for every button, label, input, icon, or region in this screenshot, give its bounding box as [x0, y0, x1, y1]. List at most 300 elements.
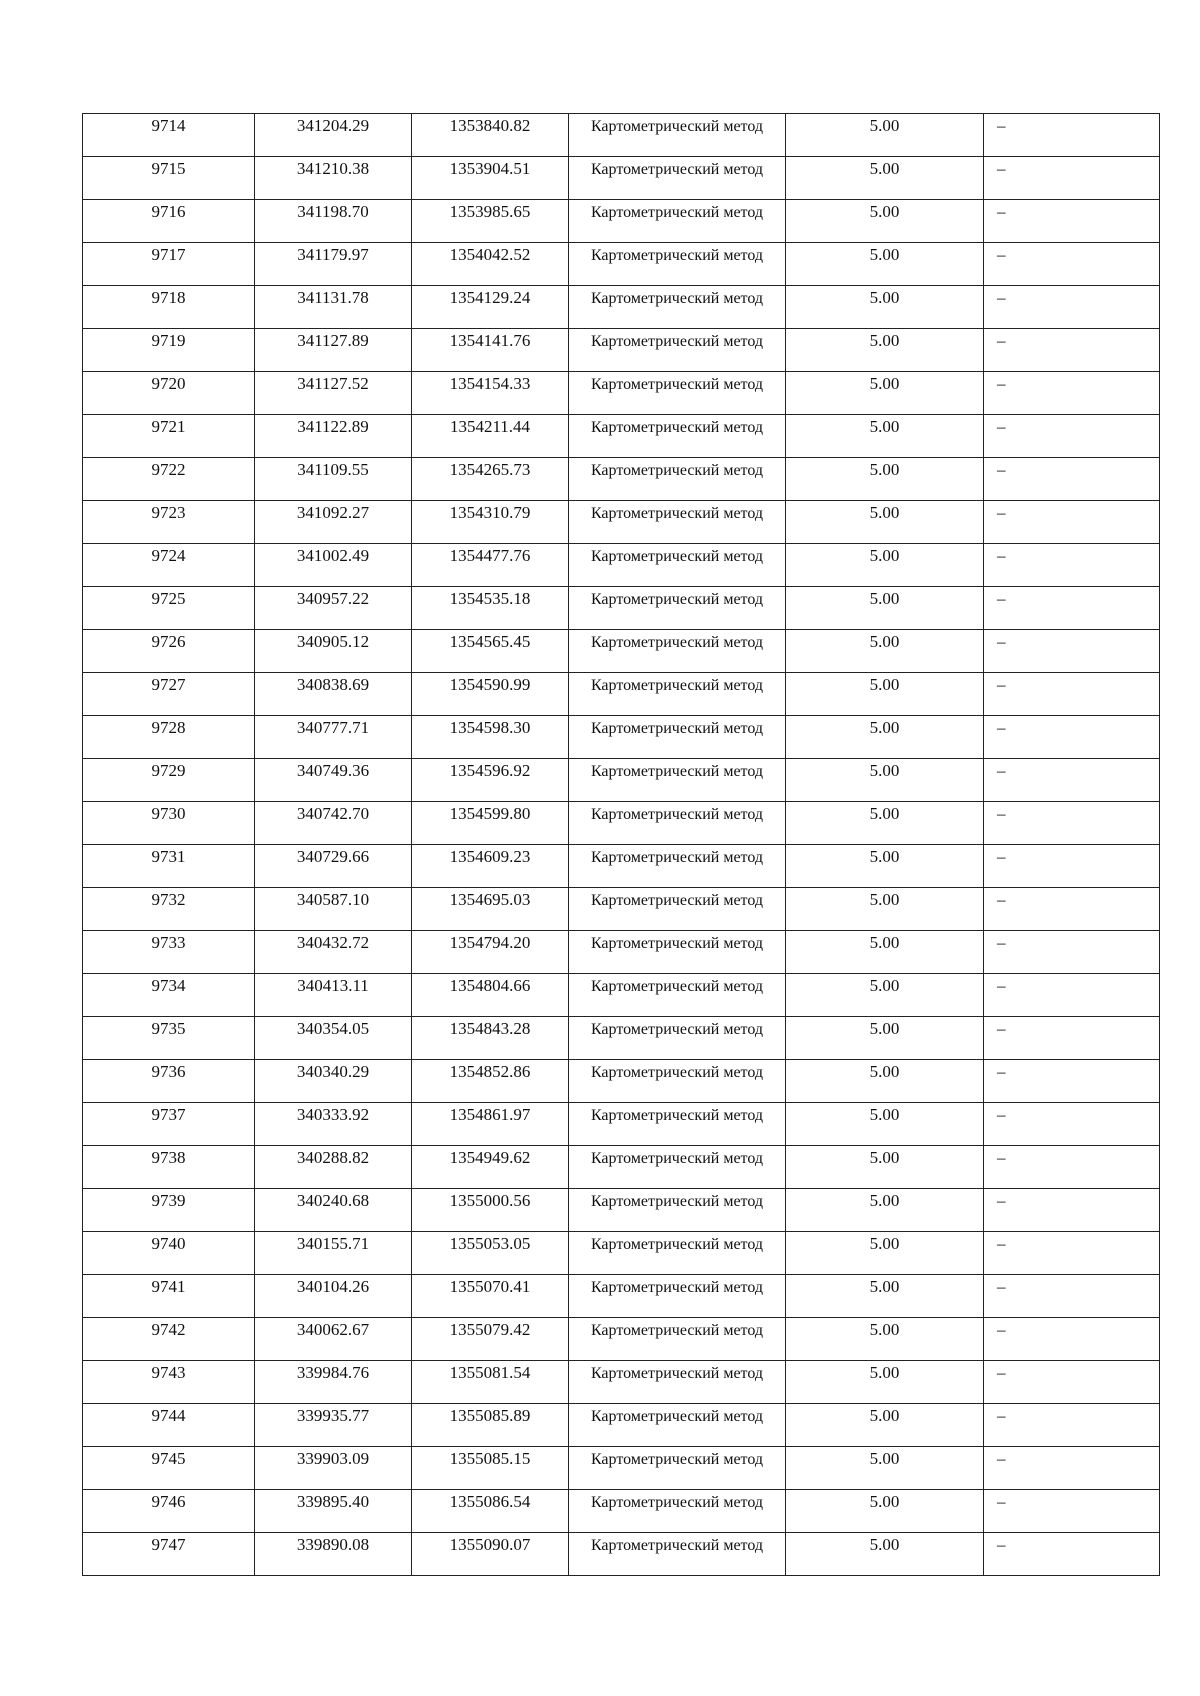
note-text: –	[997, 890, 1006, 909]
note-text: –	[997, 1535, 1006, 1554]
accuracy-cell	[786, 501, 984, 544]
accuracy-cell	[786, 630, 984, 673]
point-number-text: 9745	[151, 1449, 186, 1468]
method-cell	[569, 931, 786, 974]
point-number-text: 9730	[151, 804, 186, 823]
point-number-cell	[83, 200, 255, 243]
x-coordinate-cell	[255, 1103, 412, 1146]
x-coordinate-text: 340587.10	[296, 890, 370, 909]
point-number-text: 9726	[151, 632, 186, 651]
y-coordinate-cell	[412, 1146, 569, 1189]
method-cell	[569, 1146, 786, 1189]
table-row	[83, 630, 1160, 673]
method-cell	[569, 673, 786, 716]
y-coordinate-text: 1354843.28	[449, 1019, 531, 1038]
accuracy-text: 5.00	[869, 589, 900, 608]
note-cell	[984, 587, 1160, 630]
accuracy-text: 5.00	[869, 460, 900, 479]
x-coordinate-text: 339890.08	[296, 1535, 370, 1554]
note-text: –	[997, 245, 1006, 264]
note-cell	[984, 630, 1160, 673]
point-number-cell	[83, 501, 255, 544]
x-coordinate-cell	[255, 1404, 412, 1447]
accuracy-cell	[786, 1490, 984, 1533]
y-coordinate-text: 1354804.66	[449, 976, 531, 995]
x-coordinate-cell	[255, 243, 412, 286]
y-coordinate-text: 1355090.07	[449, 1535, 531, 1554]
accuracy-cell	[786, 1533, 984, 1576]
accuracy-text: 5.00	[869, 159, 900, 178]
x-coordinate-text: 340104.26	[296, 1277, 370, 1296]
x-coordinate-text: 341204.29	[296, 116, 370, 135]
y-coordinate-text: 1355086.54	[449, 1492, 531, 1511]
y-coordinate-cell	[412, 1060, 569, 1103]
y-coordinate-cell	[412, 630, 569, 673]
y-coordinate-cell	[412, 1490, 569, 1533]
x-coordinate-cell	[255, 673, 412, 716]
x-coordinate-text: 341092.27	[296, 503, 370, 522]
point-number-cell	[83, 673, 255, 716]
table-row	[83, 200, 1160, 243]
method-text: Картометрический метод	[590, 247, 764, 264]
x-coordinate-text: 339895.40	[296, 1492, 370, 1511]
x-coordinate-text: 341210.38	[296, 159, 370, 178]
y-coordinate-text: 1353840.82	[449, 116, 531, 135]
note-text: –	[997, 718, 1006, 737]
table-row	[83, 931, 1160, 974]
accuracy-text: 5.00	[869, 1019, 900, 1038]
y-coordinate-cell	[412, 716, 569, 759]
note-cell	[984, 1103, 1160, 1146]
accuracy-cell	[786, 458, 984, 501]
note-cell	[984, 200, 1160, 243]
point-number-cell	[83, 1060, 255, 1103]
note-text: –	[997, 1277, 1006, 1296]
accuracy-text: 5.00	[869, 202, 900, 221]
method-text: Картометрический метод	[590, 1279, 764, 1296]
method-cell	[569, 1017, 786, 1060]
y-coordinate-text: 1354310.79	[449, 503, 531, 522]
y-coordinate-cell	[412, 1189, 569, 1232]
point-number-cell	[83, 114, 255, 157]
method-cell	[569, 415, 786, 458]
table-row	[83, 845, 1160, 888]
accuracy-text: 5.00	[869, 417, 900, 436]
note-text: –	[997, 976, 1006, 995]
point-number-text: 9716	[151, 202, 186, 221]
table-row	[83, 716, 1160, 759]
method-cell	[569, 1490, 786, 1533]
x-coordinate-cell	[255, 286, 412, 329]
note-text: –	[997, 1492, 1006, 1511]
point-number-text: 9723	[151, 503, 186, 522]
point-number-cell	[83, 544, 255, 587]
note-cell	[984, 372, 1160, 415]
accuracy-text: 5.00	[869, 1105, 900, 1124]
y-coordinate-cell	[412, 1017, 569, 1060]
y-coordinate-text: 1354265.73	[449, 460, 531, 479]
x-coordinate-text: 340749.36	[296, 761, 370, 780]
point-number-cell	[83, 1447, 255, 1490]
table-row	[83, 1060, 1160, 1103]
method-text: Картометрический метод	[590, 1494, 764, 1511]
point-number-text: 9741	[151, 1277, 186, 1296]
point-number-cell	[83, 1490, 255, 1533]
accuracy-text: 5.00	[869, 761, 900, 780]
x-coordinate-cell	[255, 372, 412, 415]
table-row	[83, 1017, 1160, 1060]
point-number-text: 9724	[151, 546, 186, 565]
x-coordinate-cell	[255, 974, 412, 1017]
method-cell	[569, 759, 786, 802]
x-coordinate-cell	[255, 415, 412, 458]
accuracy-cell	[786, 845, 984, 888]
x-coordinate-cell	[255, 888, 412, 931]
y-coordinate-text: 1355085.89	[449, 1406, 531, 1425]
x-coordinate-cell	[255, 1490, 412, 1533]
accuracy-text: 5.00	[869, 1191, 900, 1210]
accuracy-cell	[786, 286, 984, 329]
method-cell	[569, 630, 786, 673]
y-coordinate-cell	[412, 157, 569, 200]
y-coordinate-text: 1354535.18	[449, 589, 531, 608]
y-coordinate-cell	[412, 286, 569, 329]
note-cell	[984, 458, 1160, 501]
table-row	[83, 458, 1160, 501]
table-row	[83, 1232, 1160, 1275]
x-coordinate-text: 340905.12	[296, 632, 370, 651]
point-number-text: 9717	[151, 245, 186, 264]
method-text: Картометрический метод	[590, 763, 764, 780]
x-coordinate-text: 340838.69	[296, 675, 370, 694]
accuracy-text: 5.00	[869, 804, 900, 823]
accuracy-text: 5.00	[869, 1449, 900, 1468]
y-coordinate-text: 1353985.65	[449, 202, 531, 221]
point-number-text: 9718	[151, 288, 186, 307]
accuracy-text: 5.00	[869, 675, 900, 694]
note-text: –	[997, 933, 1006, 952]
x-coordinate-text: 341127.89	[297, 331, 369, 350]
point-number-cell	[83, 587, 255, 630]
table-row	[83, 286, 1160, 329]
point-number-text: 9742	[151, 1320, 186, 1339]
note-cell	[984, 1318, 1160, 1361]
x-coordinate-cell	[255, 1017, 412, 1060]
y-coordinate-cell	[412, 1361, 569, 1404]
point-number-text: 9743	[151, 1363, 186, 1382]
y-coordinate-text: 1354598.30	[449, 718, 531, 737]
note-text: –	[997, 1449, 1006, 1468]
point-number-cell	[83, 1318, 255, 1361]
x-coordinate-text: 341002.49	[296, 546, 370, 565]
note-cell	[984, 1017, 1160, 1060]
y-coordinate-text: 1353904.51	[449, 159, 531, 178]
y-coordinate-cell	[412, 1318, 569, 1361]
note-text: –	[997, 503, 1006, 522]
point-number-text: 9715	[151, 159, 186, 178]
accuracy-cell	[786, 1060, 984, 1103]
method-cell	[569, 1060, 786, 1103]
accuracy-cell	[786, 329, 984, 372]
accuracy-text: 5.00	[869, 1148, 900, 1167]
y-coordinate-text: 1354129.24	[449, 288, 531, 307]
y-coordinate-cell	[412, 845, 569, 888]
method-cell	[569, 200, 786, 243]
point-number-text: 9714	[151, 116, 186, 135]
point-number-text: 9733	[151, 933, 186, 952]
accuracy-cell	[786, 1447, 984, 1490]
accuracy-text: 5.00	[869, 847, 900, 866]
x-coordinate-text: 341122.89	[297, 417, 369, 436]
y-coordinate-cell	[412, 1447, 569, 1490]
method-text: Картометрический метод	[590, 634, 764, 651]
accuracy-cell	[786, 673, 984, 716]
note-cell	[984, 1533, 1160, 1576]
note-cell	[984, 1232, 1160, 1275]
point-number-cell	[83, 286, 255, 329]
table-row	[83, 673, 1160, 716]
table-row	[83, 1490, 1160, 1533]
accuracy-cell	[786, 1017, 984, 1060]
y-coordinate-cell	[412, 458, 569, 501]
point-number-cell	[83, 931, 255, 974]
accuracy-text: 5.00	[869, 1406, 900, 1425]
y-coordinate-text: 1354861.97	[449, 1105, 531, 1124]
accuracy-cell	[786, 802, 984, 845]
accuracy-cell	[786, 1275, 984, 1318]
point-number-text: 9747	[151, 1535, 186, 1554]
y-coordinate-cell	[412, 372, 569, 415]
point-number-cell	[83, 458, 255, 501]
x-coordinate-text: 340432.72	[296, 933, 370, 952]
note-text: –	[997, 1019, 1006, 1038]
method-text: Картометрический метод	[590, 161, 764, 178]
y-coordinate-cell	[412, 243, 569, 286]
y-coordinate-text: 1354042.52	[449, 245, 531, 264]
table-row	[83, 329, 1160, 372]
point-number-text: 9731	[151, 847, 186, 866]
note-text: –	[997, 675, 1006, 694]
table-row	[83, 1318, 1160, 1361]
point-number-text: 9728	[151, 718, 186, 737]
y-coordinate-text: 1354949.62	[449, 1148, 531, 1167]
note-text: –	[997, 1320, 1006, 1339]
method-cell	[569, 716, 786, 759]
method-text: Картометрический метод	[590, 204, 764, 221]
method-text: Картометрический метод	[590, 333, 764, 350]
table-row	[83, 974, 1160, 1017]
table-row	[83, 1103, 1160, 1146]
accuracy-text: 5.00	[869, 1062, 900, 1081]
accuracy-text: 5.00	[869, 718, 900, 737]
note-cell	[984, 1275, 1160, 1318]
accuracy-text: 5.00	[869, 374, 900, 393]
note-cell	[984, 243, 1160, 286]
note-cell	[984, 501, 1160, 544]
y-coordinate-cell	[412, 802, 569, 845]
accuracy-text: 5.00	[869, 288, 900, 307]
x-coordinate-text: 341131.78	[297, 288, 369, 307]
x-coordinate-text: 340742.70	[296, 804, 370, 823]
accuracy-text: 5.00	[869, 933, 900, 952]
table-row	[83, 1146, 1160, 1189]
method-cell	[569, 114, 786, 157]
y-coordinate-cell	[412, 673, 569, 716]
note-cell	[984, 1060, 1160, 1103]
method-text: Картометрический метод	[590, 892, 764, 909]
note-cell	[984, 673, 1160, 716]
x-coordinate-cell	[255, 157, 412, 200]
accuracy-cell	[786, 372, 984, 415]
point-number-text: 9740	[151, 1234, 186, 1253]
accuracy-text: 5.00	[869, 1277, 900, 1296]
accuracy-cell	[786, 759, 984, 802]
x-coordinate-text: 340240.68	[296, 1191, 370, 1210]
accuracy-cell	[786, 1318, 984, 1361]
accuracy-text: 5.00	[869, 976, 900, 995]
note-cell	[984, 286, 1160, 329]
point-number-text: 9729	[151, 761, 186, 780]
note-text: –	[997, 546, 1006, 565]
table-row	[83, 1189, 1160, 1232]
accuracy-cell	[786, 157, 984, 200]
method-text: Картометрический метод	[590, 849, 764, 866]
method-text: Картометрический метод	[590, 419, 764, 436]
point-number-text: 9725	[151, 589, 186, 608]
y-coordinate-cell	[412, 587, 569, 630]
note-text: –	[997, 847, 1006, 866]
point-number-text: 9744	[151, 1406, 186, 1425]
method-cell	[569, 501, 786, 544]
accuracy-cell	[786, 1103, 984, 1146]
note-cell	[984, 1189, 1160, 1232]
note-text: –	[997, 1062, 1006, 1081]
accuracy-cell	[786, 200, 984, 243]
x-coordinate-cell	[255, 1232, 412, 1275]
note-text: –	[997, 331, 1006, 350]
method-text: Картометрический метод	[590, 290, 764, 307]
method-text: Картометрический метод	[590, 1451, 764, 1468]
note-cell	[984, 329, 1160, 372]
note-cell	[984, 1404, 1160, 1447]
x-coordinate-cell	[255, 458, 412, 501]
y-coordinate-text: 1354599.80	[449, 804, 531, 823]
point-number-text: 9727	[151, 675, 186, 694]
note-text: –	[997, 159, 1006, 178]
table-row	[83, 1447, 1160, 1490]
note-text: –	[997, 417, 1006, 436]
x-coordinate-cell	[255, 630, 412, 673]
point-number-cell	[83, 759, 255, 802]
note-text: –	[997, 804, 1006, 823]
point-number-cell	[83, 1404, 255, 1447]
y-coordinate-cell	[412, 1533, 569, 1576]
note-cell	[984, 157, 1160, 200]
table-row	[83, 415, 1160, 458]
y-coordinate-text: 1354852.86	[449, 1062, 531, 1081]
method-text: Картометрический метод	[590, 1408, 764, 1425]
x-coordinate-text: 340354.05	[296, 1019, 370, 1038]
method-text: Картометрический метод	[590, 1193, 764, 1210]
accuracy-cell	[786, 888, 984, 931]
method-cell	[569, 1318, 786, 1361]
point-number-text: 9734	[151, 976, 186, 995]
x-coordinate-cell	[255, 1275, 412, 1318]
point-number-text: 9735	[151, 1019, 186, 1038]
x-coordinate-cell	[255, 1146, 412, 1189]
coordinates-table-body	[83, 114, 1160, 1576]
y-coordinate-cell	[412, 501, 569, 544]
point-number-cell	[83, 372, 255, 415]
note-text: –	[997, 202, 1006, 221]
x-coordinate-cell	[255, 1189, 412, 1232]
y-coordinate-cell	[412, 1404, 569, 1447]
x-coordinate-cell	[255, 845, 412, 888]
y-coordinate-text: 1355079.42	[449, 1320, 531, 1339]
x-coordinate-cell	[255, 1361, 412, 1404]
method-text: Картометрический метод	[590, 935, 764, 952]
method-cell	[569, 1533, 786, 1576]
method-cell	[569, 1404, 786, 1447]
method-cell	[569, 1232, 786, 1275]
y-coordinate-cell	[412, 759, 569, 802]
x-coordinate-text: 340413.11	[297, 976, 369, 995]
point-number-cell	[83, 415, 255, 458]
x-coordinate-cell	[255, 329, 412, 372]
point-number-text: 9736	[151, 1062, 186, 1081]
y-coordinate-cell	[412, 200, 569, 243]
point-number-cell	[83, 1232, 255, 1275]
table-row	[83, 587, 1160, 630]
method-cell	[569, 587, 786, 630]
note-text: –	[997, 1363, 1006, 1382]
point-number-text: 9722	[151, 460, 186, 479]
method-cell	[569, 372, 786, 415]
note-text: –	[997, 116, 1006, 135]
y-coordinate-text: 1354211.44	[449, 417, 531, 436]
method-text: Картометрический метод	[590, 548, 764, 565]
x-coordinate-cell	[255, 200, 412, 243]
point-number-text: 9732	[151, 890, 186, 909]
method-cell	[569, 329, 786, 372]
method-cell	[569, 243, 786, 286]
y-coordinate-text: 1355000.56	[449, 1191, 531, 1210]
point-number-cell	[83, 974, 255, 1017]
method-cell	[569, 1361, 786, 1404]
method-cell	[569, 1103, 786, 1146]
y-coordinate-cell	[412, 1275, 569, 1318]
y-coordinate-cell	[412, 1103, 569, 1146]
y-coordinate-text: 1355085.15	[449, 1449, 531, 1468]
table-row	[83, 1361, 1160, 1404]
table-row	[83, 544, 1160, 587]
accuracy-cell	[786, 1404, 984, 1447]
point-number-text: 9739	[151, 1191, 186, 1210]
x-coordinate-text: 341109.55	[297, 460, 369, 479]
note-text: –	[997, 1105, 1006, 1124]
x-coordinate-cell	[255, 544, 412, 587]
accuracy-cell	[786, 544, 984, 587]
note-cell	[984, 845, 1160, 888]
accuracy-text: 5.00	[869, 1492, 900, 1511]
y-coordinate-text: 1354565.45	[449, 632, 531, 651]
method-cell	[569, 1275, 786, 1318]
note-cell	[984, 931, 1160, 974]
method-cell	[569, 974, 786, 1017]
point-number-cell	[83, 630, 255, 673]
note-cell	[984, 1361, 1160, 1404]
y-coordinate-text: 1355053.05	[449, 1234, 531, 1253]
